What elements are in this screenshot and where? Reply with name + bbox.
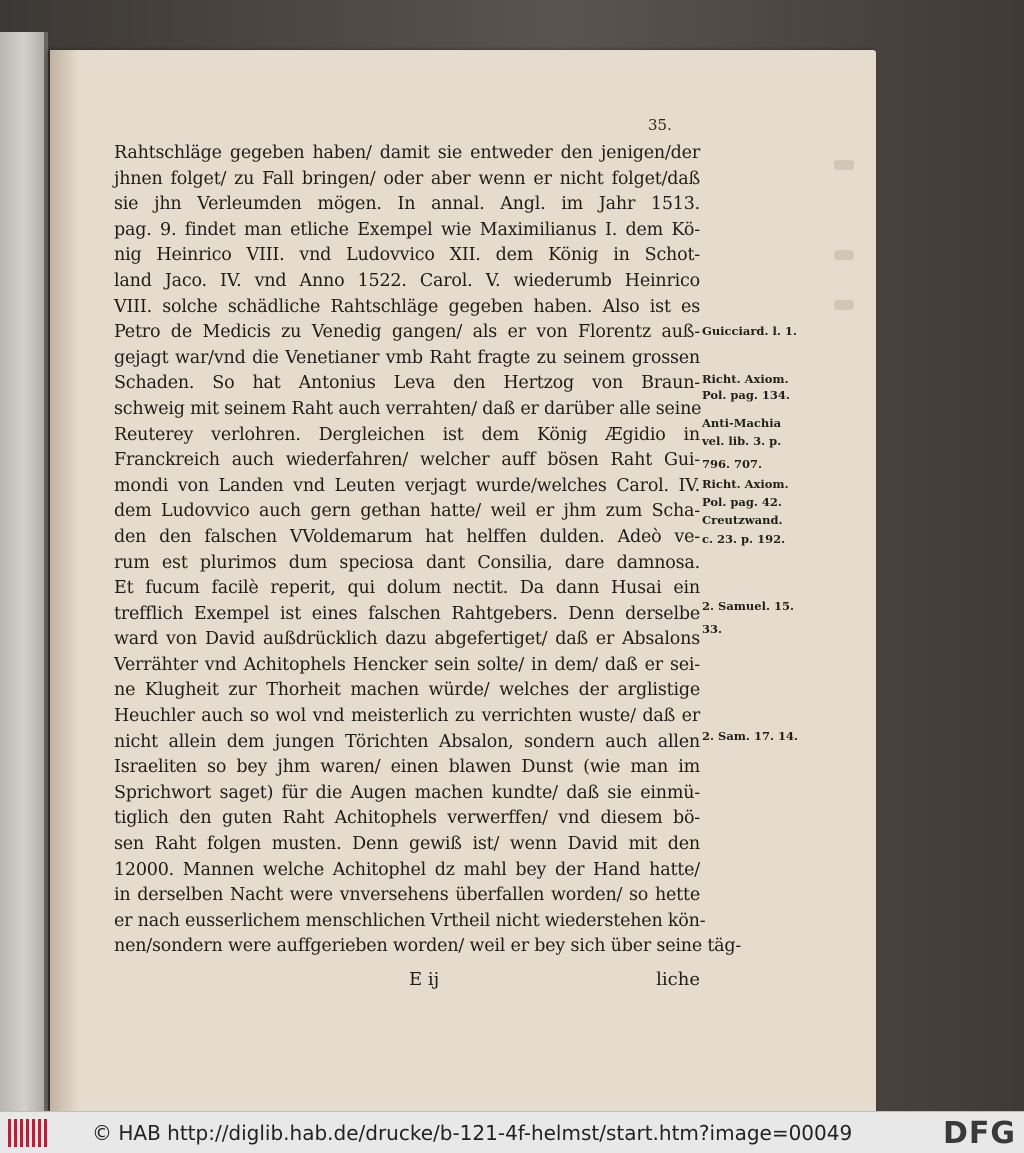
text-line: Sprichwort saget) für die Augen machen kundte/ daß sie einmü- — [114, 782, 700, 803]
margin-note: Richt. Axiom. — [702, 372, 789, 386]
text-line: er nach eusserlichem menschlichen Vrtheil nicht wiederstehen kön- — [114, 910, 706, 931]
text-line: Heuchler auch so wol vnd meisterlich zu verrichten wuste/ daß er — [114, 706, 700, 727]
text-line: Schaden. So hat Antonius Leva den Hertzog von Braun- — [114, 373, 700, 394]
text-line: VIII. solche schädliche Rahtschläge gegeben haben. Also ist es — [114, 296, 700, 317]
text-line: tiglich den guten Raht Achitophels verwerffen/ vnd diesem bö- — [114, 808, 700, 829]
text-line: gejagt war/vnd die Venetianer vmb Raht fragte zu seinem grossen — [114, 347, 700, 368]
text-line: Franckreich auch wiederfahren/ welcher auff bösen Raht Gui- — [114, 450, 700, 471]
text-line: land Jaco. IV. vnd Anno 1522. Carol. V. wiederumb Heinrico — [114, 270, 700, 291]
margin-note: c. 23. p. 192. — [702, 532, 786, 546]
text-line: 12000. Mannen welche Achitophel dz mahl bey der Hand hatte/ — [114, 859, 700, 880]
text-line: sen Raht folgen musten. Denn gewiß ist/ wenn David mit den — [114, 834, 700, 855]
text-line: in derselben Nacht were vnversehens überfallen worden/ so hette — [114, 885, 700, 906]
margin-note: Pol. pag. 42. — [702, 495, 782, 509]
text-line: nig Heinrico VIII. vnd Ludovvico XII. dem König in Schot- — [114, 245, 700, 266]
text-line: ne Klugheit zur Thorheit machen würde/ welches der arglistige — [114, 680, 700, 701]
margin-note: Creutzwand. — [702, 513, 783, 527]
text-line: Verrähter vnd Achitophels Hencker sein solte/ in dem/ daß er sei- — [114, 654, 700, 675]
text-line: sie jhn Verleumden mögen. In annal. Angl. im Jahr 1513. — [114, 194, 700, 215]
signature-mark: E ij — [409, 969, 440, 990]
text-line: Petro de Medicis zu Venedig gangen/ als er von Florentz auß- — [114, 322, 700, 343]
margin-note: Pol. pag. 134. — [702, 388, 790, 402]
margin-note: Richt. Axiom. — [702, 477, 789, 491]
text-line: dem Ludovvico auch gern gethan hatte/ weil er jhm zum Scha- — [114, 501, 700, 522]
text-line: trefflich Exempel ist eines falschen Rahtgebers. Denn derselbe — [114, 603, 700, 624]
text-line: mondi von Landen vnd Leuten verjagt wurde/welches Carol. IV. — [114, 475, 700, 496]
copyright-url[interactable]: © HAB http://diglib.hab.de/drucke/b-121-4f-helmst/start.htm?image=00049 — [92, 1121, 853, 1145]
margin-note: Guicciard. l. 1. — [702, 324, 797, 338]
show-through-mark — [834, 160, 854, 170]
text-line: Israeliten so bey jhm waren/ einen blawen Dunst (wie man im — [114, 757, 700, 778]
margin-note: Anti-Machia — [702, 416, 782, 430]
text-line: jhnen folget/ zu Fall bringen/ oder aber wenn er nicht folget/daß — [114, 168, 700, 189]
show-through-mark — [834, 300, 854, 310]
text-line: Et fucum facilè reperit, qui dolum nectit. Da dann Husai ein — [114, 578, 700, 599]
catchword: liche — [656, 969, 700, 990]
text-line: rum est plurimos dum speciosa dant Consilia, dare damnosa. — [114, 552, 700, 573]
previous-page-edge — [0, 32, 48, 1111]
page-footer — [114, 969, 700, 997]
margin-note: vel. lib. 3. p. — [702, 434, 782, 448]
margin-note: 2. Samuel. 15. — [702, 599, 794, 613]
text-line: nen/sondern were auffgerieben worden/ weil er bey sich über seine täg- — [114, 936, 742, 957]
text-line: ward von David außdrücklich dazu abgefertiget/ daß er Absalons — [114, 629, 700, 650]
hab-logo-icon — [8, 1119, 48, 1147]
text-line: pag. 9. findet man etliche Exempel wie Maximilianus I. dem Kö- — [114, 219, 700, 240]
text-line: Reuterey verlohren. Dergleichen ist dem König Ægidio in — [114, 424, 700, 445]
dfg-logo: DFG — [942, 1116, 1016, 1151]
show-through-mark — [834, 250, 854, 260]
text-line: den den falschen VVoldemarum hat helffen dulden. Adeò ve- — [114, 526, 700, 547]
text-line: nicht allein dem jungen Törichten Absalon, sondern auch allen — [114, 731, 700, 752]
margin-note: 2. Sam. 17. 14. — [702, 729, 798, 743]
text-line: Rahtschläge gegeben haben/ damit sie entweder den jenigen/der — [114, 143, 700, 163]
margin-note: 796. 707. — [702, 457, 763, 471]
margin-note: 33. — [702, 622, 723, 636]
page-number: 35. — [648, 116, 672, 134]
viewer-footer-bar — [0, 1111, 1024, 1153]
text-line: schweig mit seinem Raht auch verrahten/ daß er darüber alle seine — [114, 398, 702, 419]
book-page — [50, 50, 876, 1111]
